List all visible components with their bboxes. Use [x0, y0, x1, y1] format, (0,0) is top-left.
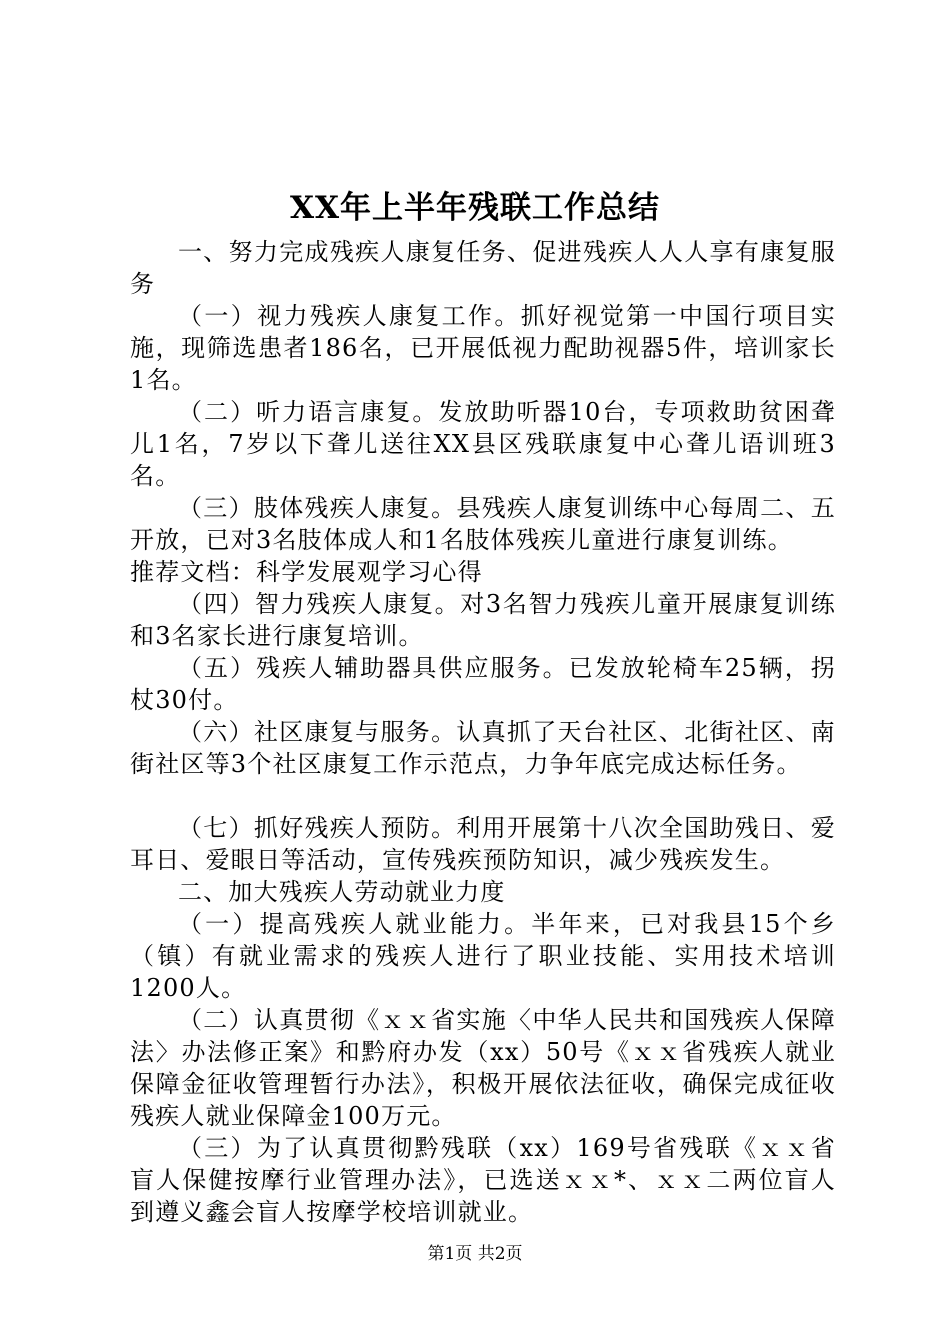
paragraph-employment-fund: （二）认真贯彻《ｘｘ省实施〈中华人民共和国残疾人保障法〉办法修正案》和黔府办发（xx）50号《ｘｘ省残疾人就业保障金征收管理暂行办法》，积极开展依法征收，确保完成征收残疾人就业保障金100万元。 [130, 1006, 836, 1130]
page-footer: 第1页 共2页 [427, 1244, 523, 1264]
section-heading-2: 二、加大残疾人劳动就业力度 [178, 878, 506, 906]
paragraph-assistive-devices: （五）残疾人辅助器具供应服务。已发放轮椅车25辆，拐杖30付。 [130, 654, 836, 714]
document-body [130, 236, 836, 1228]
paragraph-massage-training: （三）为了认真贯彻黔残联（xx）169号省残联《ｘｘ省盲人保健按摩行业管理办法》，已选送ｘｘ*、ｘｘ二两位盲人到遵义鑫会盲人按摩学校培训就业。 [130, 1134, 836, 1226]
paragraph-employment-ability: （一）提高残疾人就业能力。半年来，已对我县15个乡（镇）有就业需求的残疾人进行了职业技能、实用技术培训1200人。 [130, 910, 836, 1002]
paragraph-community-rehab: （六）社区康复与服务。认真抓了天台社区、北街社区、南街社区等3个社区康复工作示范点，力争年底完成达标任务。 [130, 718, 836, 778]
paragraph-gap [130, 780, 836, 812]
paragraph-vision-rehab: （一）视力残疾人康复工作。抓好视觉第一中国行项目实施，现筛选患者186名，已开展低视力配助视器5件，培训家长1名。 [130, 302, 836, 394]
recommended-doc-link: 推荐文档：科学发展观学习心得 [130, 558, 483, 586]
paragraph-limb-rehab: （三）肢体残疾人康复。县残疾人康复训练中心每周二、五开放，已对3名肢体成人和1名肢体残疾儿童进行康复训练。 [130, 494, 836, 554]
section-heading-1: 一、努力完成残疾人康复任务、促进残疾人人人享有康复服务 [130, 238, 836, 298]
paragraph-hearing-rehab: （二）听力语言康复。发放助听器10台，专项救助贫困聋儿1名，7岁以下聋儿送往XX县区残联康复中心聋儿语训班3名。 [130, 398, 836, 490]
paragraph-intellectual-rehab: （四）智力残疾人康复。对3名智力残疾儿童开展康复训练和3名家长进行康复培训。 [130, 590, 836, 650]
paragraph-prevention: （七）抓好残疾人预防。利用开展第十八次全国助残日、爱耳日、爱眼日等活动，宣传残疾预防知识，减少残疾发生。 [130, 814, 836, 874]
document-title: XX年上半年残联工作总结 [289, 190, 661, 226]
